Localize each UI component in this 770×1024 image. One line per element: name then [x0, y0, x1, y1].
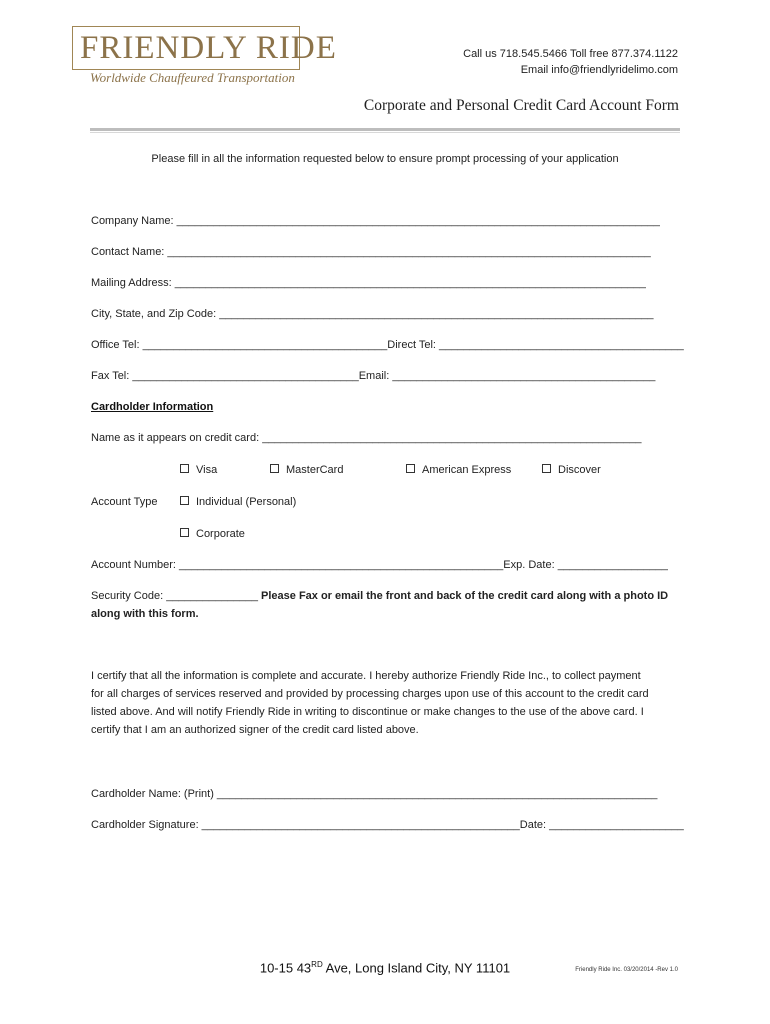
- contact-email[interactable]: Email info@friendlyridelimo.com: [520, 64, 678, 76]
- individual-checkbox[interactable]: [180, 496, 296, 508]
- discover-checkbox[interactable]: [542, 464, 601, 476]
- security-note: Please Fax or email the front and back of the credit card along with a photo ID: [261, 590, 669, 602]
- mastercard-checkbox[interactable]: [270, 464, 343, 476]
- address-number: 10-15 43: [259, 960, 312, 976]
- certify-line-2: for all charges of services reserved and provided by processing charges upon use of this account to the credit card: [91, 688, 649, 700]
- checkbox-icon[interactable]: [180, 464, 189, 473]
- amex-checkbox[interactable]: [406, 464, 511, 476]
- company-name-field[interactable]: Company Name: _______________________________________________________________________________: [91, 215, 660, 227]
- checkbox-icon[interactable]: [180, 496, 189, 505]
- corporate-checkbox[interactable]: [180, 528, 245, 540]
- contact-phone: Call us 718.545.5466 Toll free 877.374.1122: [463, 48, 678, 60]
- mailing-address-field[interactable]: Mailing Address: _____________________________________________________________________________: [91, 277, 646, 289]
- revision-note: Friendly Ride Inc. 03/20/2014 -Rev 1.0: [575, 967, 678, 973]
- account-type-label: Account Type: [91, 496, 158, 508]
- logo-tagline: Worldwide Chauffeured Transportation: [90, 70, 295, 85]
- form-instructions: Please fill in all the information requested below to ensure prompt processing of your application: [151, 153, 619, 165]
- cardholder-signature-field[interactable]: Cardholder Signature: ____________________________________________________Date: ______________________: [91, 819, 684, 831]
- cardholder-heading: Cardholder Information: [91, 401, 214, 413]
- checkbox-icon[interactable]: [406, 464, 415, 473]
- name-on-card-field[interactable]: Name as it appears on credit card: ______________________________________________________________: [91, 432, 642, 444]
- cardholder-print-name-field[interactable]: Cardholder Name: (Print) ________________________________________________________________________: [91, 788, 658, 800]
- certify-line-1: I certify that all the information is complete and accurate. I hereby authorize Friendly Ride Inc., to collect payment: [91, 670, 641, 682]
- account-number-field[interactable]: Account Number: _____________________________________________________Exp. Date: __________________: [91, 559, 668, 571]
- form-title: Corporate and Personal Credit Card Account Form: [363, 97, 679, 114]
- visa-label: Visa: [196, 464, 218, 476]
- certify-line-3: listed above. And will notify Friendly Ride in writing to discontinue or make changes to the use of the above card. I: [91, 706, 644, 718]
- checkbox-icon[interactable]: [180, 528, 189, 537]
- logo-name: FRIENDLY RIDE: [80, 30, 337, 66]
- certify-line-4: certify that I am an authorized signer of the credit card listed above.: [91, 724, 419, 736]
- security-code-field[interactable]: Security Code: _______________: [91, 590, 262, 602]
- title-divider: [90, 128, 680, 131]
- address-ordinal: RD: [311, 960, 323, 969]
- office-direct-tel-field[interactable]: Office Tel: ________________________________________Direct Tel: ________________________________________: [91, 339, 684, 351]
- city-state-zip-field[interactable]: City, State, and Zip Code: _______________________________________________________________________: [91, 308, 654, 320]
- contact-name-field[interactable]: Contact Name: _______________________________________________________________________________: [91, 246, 651, 258]
- security-code-row: [91, 590, 668, 602]
- amex-label: American Express: [422, 464, 512, 476]
- address-street: Ave, Long Island City, NY 11101: [322, 960, 511, 976]
- corporate-label: Corporate: [196, 528, 245, 540]
- visa-checkbox[interactable]: [180, 464, 217, 476]
- mastercard-label: MasterCard: [286, 464, 344, 476]
- title-divider-shadow: [90, 132, 680, 133]
- individual-label: Individual (Personal): [196, 496, 297, 508]
- discover-label: Discover: [558, 464, 601, 476]
- security-note-cont: along with this form.: [91, 608, 199, 620]
- fax-email-field[interactable]: Fax Tel: _____________________________________Email: ___________________________________________: [91, 370, 656, 382]
- checkbox-icon[interactable]: [542, 464, 551, 473]
- checkbox-icon[interactable]: [270, 464, 279, 473]
